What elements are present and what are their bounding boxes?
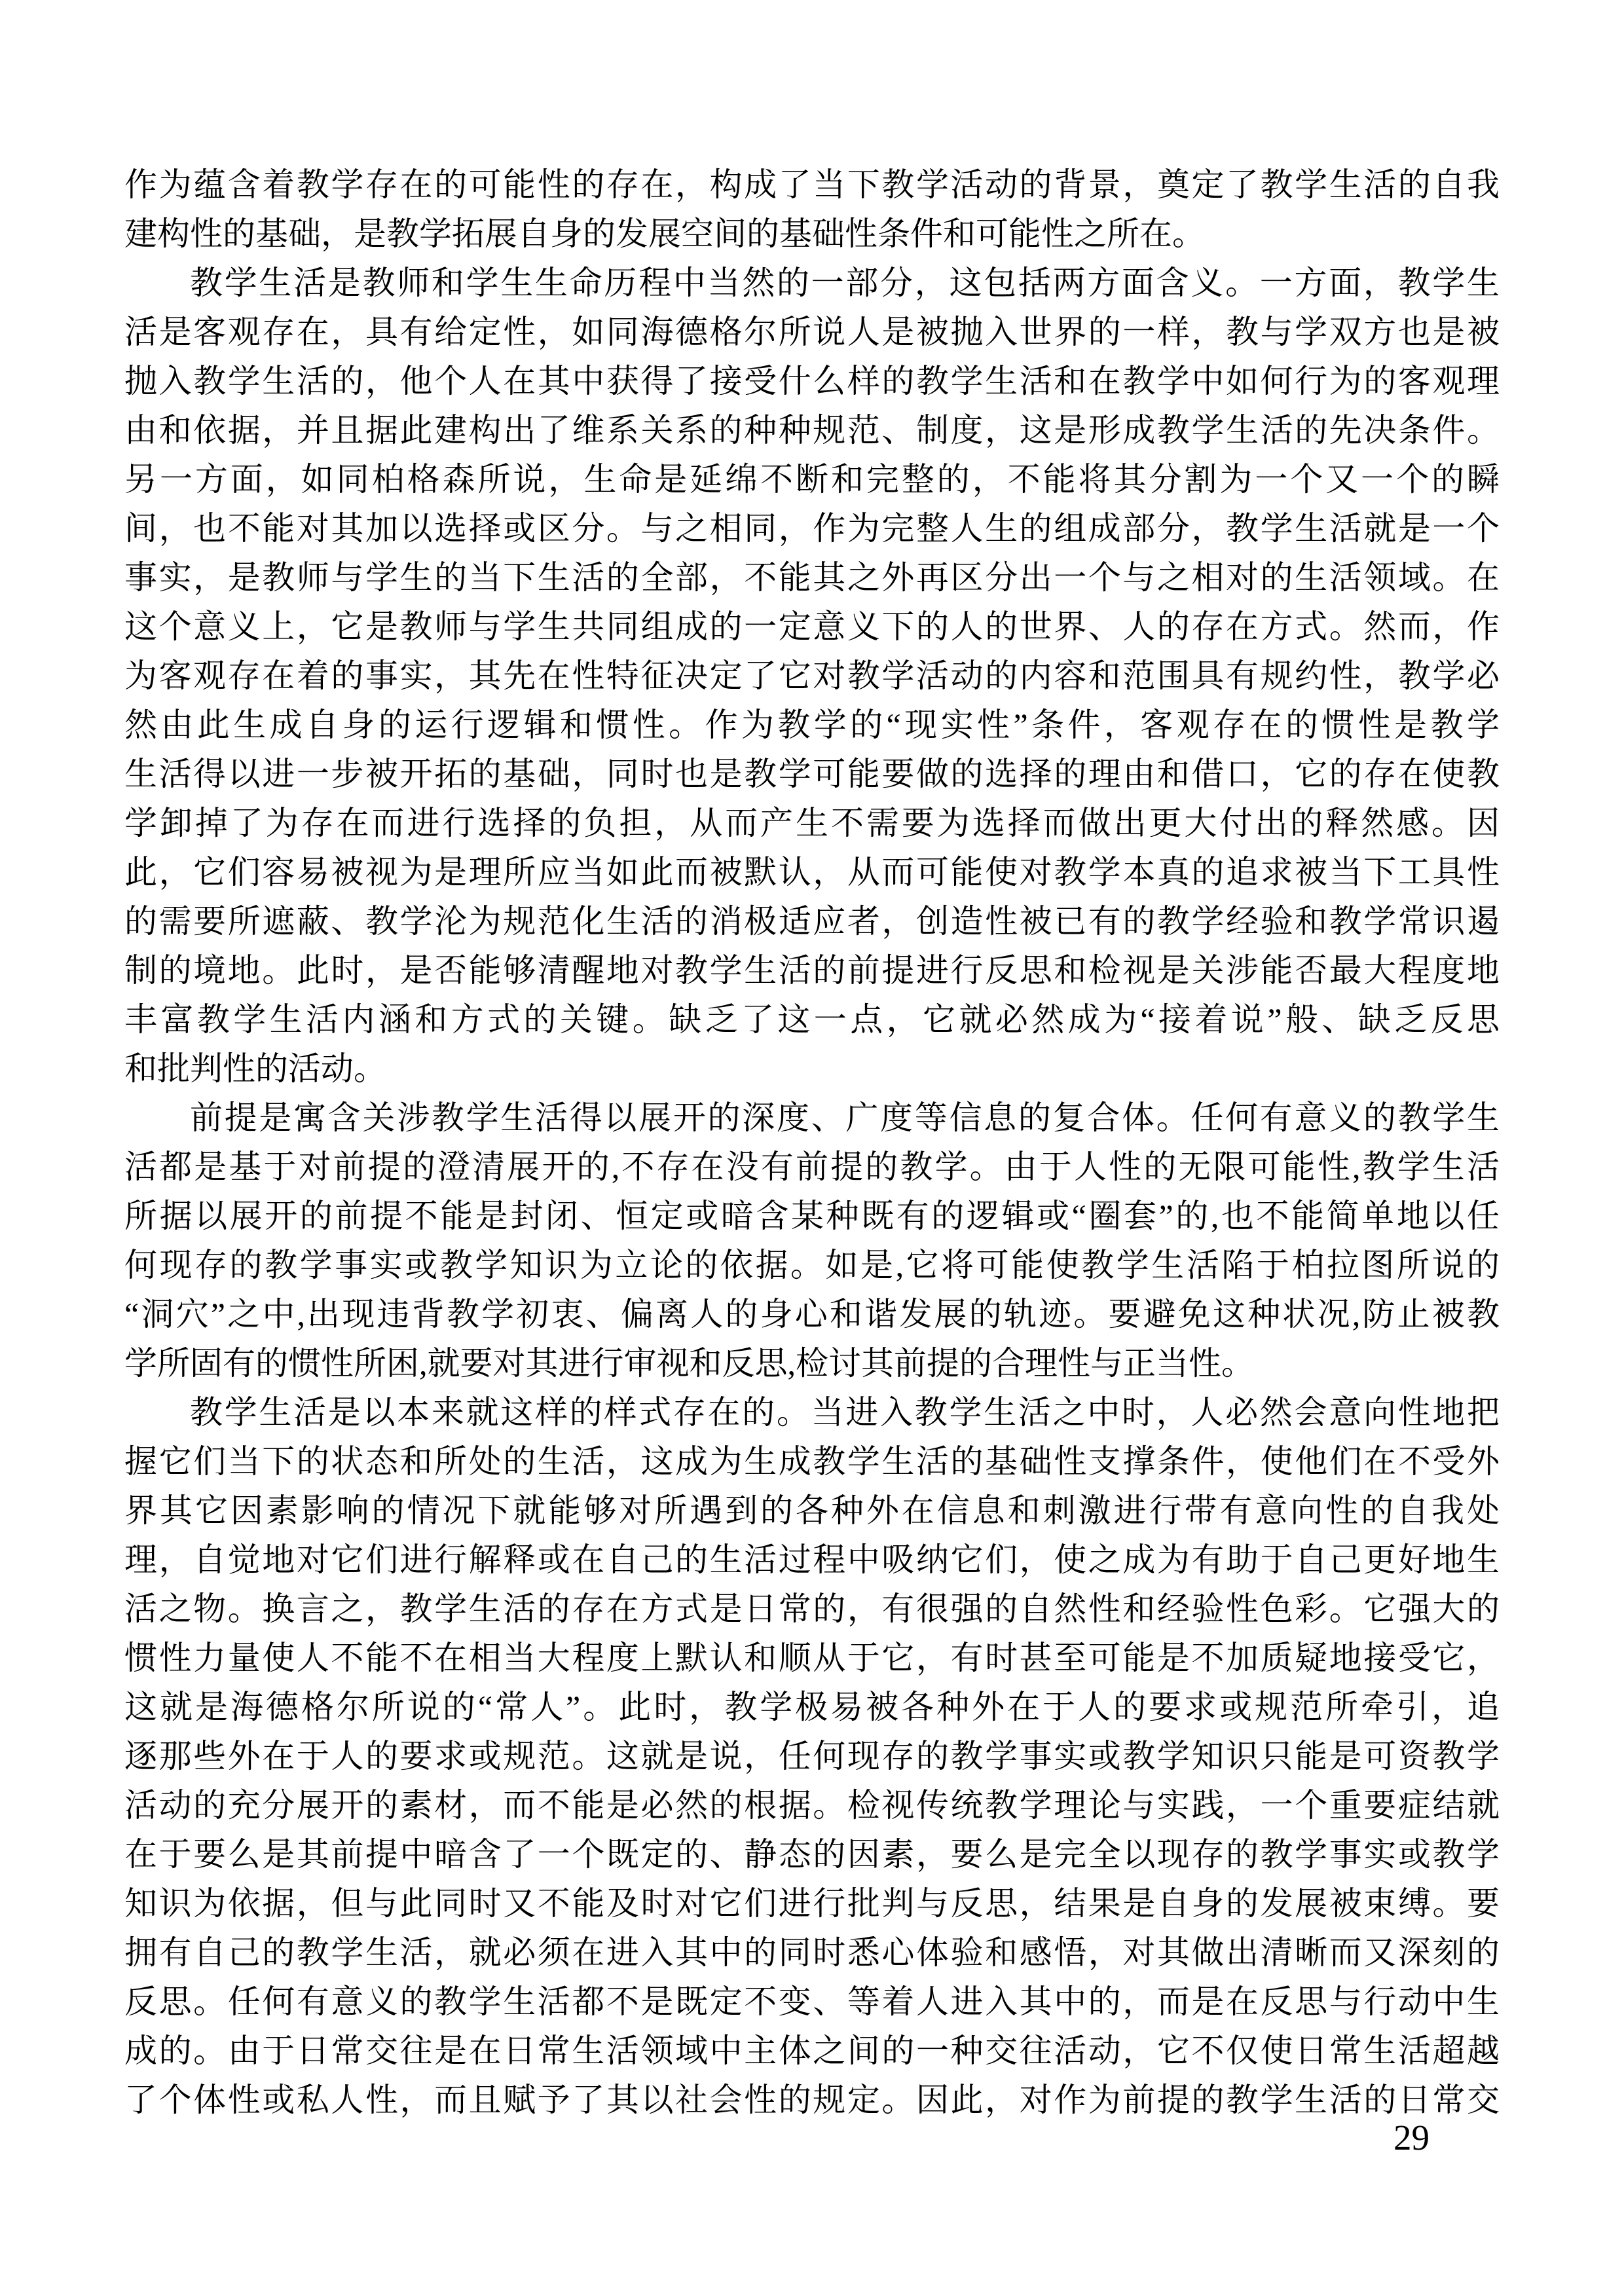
text-line: 生活得以进一步被开拓的基础，同时也是教学可能要做的选择的理由和借口，它的存在使教: [124, 756, 1500, 792]
text-line: 教学生活是教师和学生生命历程中当然的一部分，这包括两方面含义。一方面，教学生: [190, 265, 1500, 301]
text-line: 活是客观存在，具有给定性，如同海德格尔所说人是被抛入世界的一样，教与学双方也是被: [124, 314, 1500, 350]
body-text: [124, 160, 1500, 2125]
text-line: 的需要所遮蔽、教学沦为规范化生活的消极适应者，创造性被已有的教学经验和教学常识遏: [124, 903, 1500, 940]
text-line: 和批判性的活动。: [124, 1050, 386, 1087]
text-line: 握它们当下的状态和所处的生活，这成为生成教学生活的基础性支撑条件，使他们在不受外: [124, 1443, 1500, 1480]
page-number: 29: [1393, 2118, 1430, 2157]
text-line: 惯性力量使人不能不在相当大程度上默认和顺从于它，有时甚至可能是不加质疑地接受它，: [124, 1640, 1500, 1676]
text-line: 理，自觉地对它们进行解释或在自己的生活过程中吸纳它们，使之成为有助于自己更好地生: [124, 1541, 1500, 1578]
text-line: 事实，是教师与学生的当下生活的全部，不能其之外再区分出一个与之相对的生活领域。在: [124, 559, 1500, 596]
text-line: 这就是海德格尔所说的“常人”。此时，教学极易被各种外在于人的要求或规范所牵引，追: [124, 1689, 1500, 1725]
text-line: 制的境地。此时，是否能够清醒地对教学生活的前提进行反思和检视是关涉能否最大程度地: [124, 952, 1500, 989]
text-line: 知识为依据，但与此同时又不能及时对它们进行批判与反思，结果是自身的发展被束缚。要: [124, 1885, 1500, 1922]
text-line: 何现存的教学事实或教学知识为立论的依据。如是,它将可能使教学生活陷于柏拉图所说的: [124, 1247, 1500, 1283]
text-line: 反思。任何有意义的教学生活都不是既定不变、等着人进入其中的，而是在反思与行动中生: [124, 1983, 1500, 2020]
text-line: 作为蕴含着教学存在的可能性的存在，构成了当下教学活动的背景，奠定了教学生活的自我: [124, 166, 1500, 203]
text-line: 所据以展开的前提不能是封闭、恒定或暗含某种既有的逻辑或“圈套”的,也不能简单地以任: [124, 1198, 1500, 1234]
text-line: 教学生活是以本来就这样的样式存在的。当进入教学生活之中时，人必然会意向性地把: [190, 1394, 1500, 1431]
text-line: 这个意义上，它是教师与学生共同组成的一定意义下的人的世界、人的存在方式。然而，作: [124, 608, 1500, 645]
text-line: 抛入教学生活的，他个人在其中获得了接受什么样的教学生活和在教学中如何行为的客观理: [124, 363, 1500, 399]
text-line: 成的。由于日常交往是在日常生活领域中主体之间的一种交往活动，它不仅使日常生活超越: [124, 2032, 1500, 2069]
text-line: 活都是基于对前提的澄清展开的,不存在没有前提的教学。由于人性的无限可能性,教学生活: [124, 1148, 1500, 1185]
text-line: 逐那些外在于人的要求或规范。这就是说，任何现存的教学事实或教学知识只能是可资教学: [124, 1738, 1500, 1774]
text-line: 此，它们容易被视为是理所应当如此而被默认，从而可能使对教学本真的追求被当下工具性: [124, 854, 1500, 890]
text-line: 间，也不能对其加以选择或区分。与之相同，作为完整人生的组成部分，教学生活就是一个: [124, 510, 1500, 547]
text-line: 建构性的基础，是教学拓展自身的发展空间的基础性条件和可能性之所在。: [124, 215, 1205, 252]
text-line: “洞穴”之中,出现违背教学初衷、偏离人的身心和谐发展的轨迹。要避免这种状况,防止被教: [124, 1296, 1500, 1332]
text-line: 前提是寓含关涉教学生活得以展开的深度、广度等信息的复合体。任何有意义的教学生: [190, 1099, 1500, 1136]
text-line: 另一方面，如同柏格森所说，生命是延绵不断和完整的，不能将其分割为一个又一个的瞬: [124, 461, 1500, 498]
text-line: 由和依据，并且据此建构出了维系关系的种种规范、制度，这是形成教学生活的先决条件。: [124, 412, 1500, 449]
text-line: 活动的充分展开的素材，而不能是必然的根据。检视传统教学理论与实践，一个重要症结就: [124, 1787, 1500, 1824]
text-line: 丰富教学生活内涵和方式的关键。缺乏了这一点，它就必然成为“接着说”般、缺乏反思: [124, 1001, 1500, 1038]
text-line: 活之物。换言之，教学生活的存在方式是日常的，有很强的自然性和经验性色彩。它强大的: [124, 1590, 1500, 1627]
text-line: 然由此生成自身的运行逻辑和惯性。作为教学的“现实性”条件，客观存在的惯性是教学: [124, 707, 1500, 743]
text-line: 了个体性或私人性，而且赋予了其以社会性的规定。因此，对作为前提的教学生活的日常交: [124, 2082, 1500, 2118]
text-line: 拥有自己的教学生活，就必须在进入其中的同时悉心体验和感悟，对其做出清晰而又深刻的: [124, 1934, 1500, 1971]
text-line: 为客观存在着的事实，其先在性特征决定了它对教学活动的内容和范围具有规约性，教学必: [124, 657, 1500, 694]
text-line: 学所固有的惯性所困,就要对其进行审视和反思,检讨其前提的合理性与正当性。: [124, 1345, 1254, 1382]
text-line: 学卸掉了为存在而进行选择的负担，从而产生不需要为选择而做出更大付出的释然感。因: [124, 805, 1500, 841]
text-line: 在于要么是其前提中暗含了一个既定的、静态的因素，要么是完全以现存的教学事实或教学: [124, 1836, 1500, 1873]
text-line: 界其它因素影响的情况下就能够对所遇到的各种外在信息和刺激进行带有意向性的自我处: [124, 1492, 1500, 1529]
